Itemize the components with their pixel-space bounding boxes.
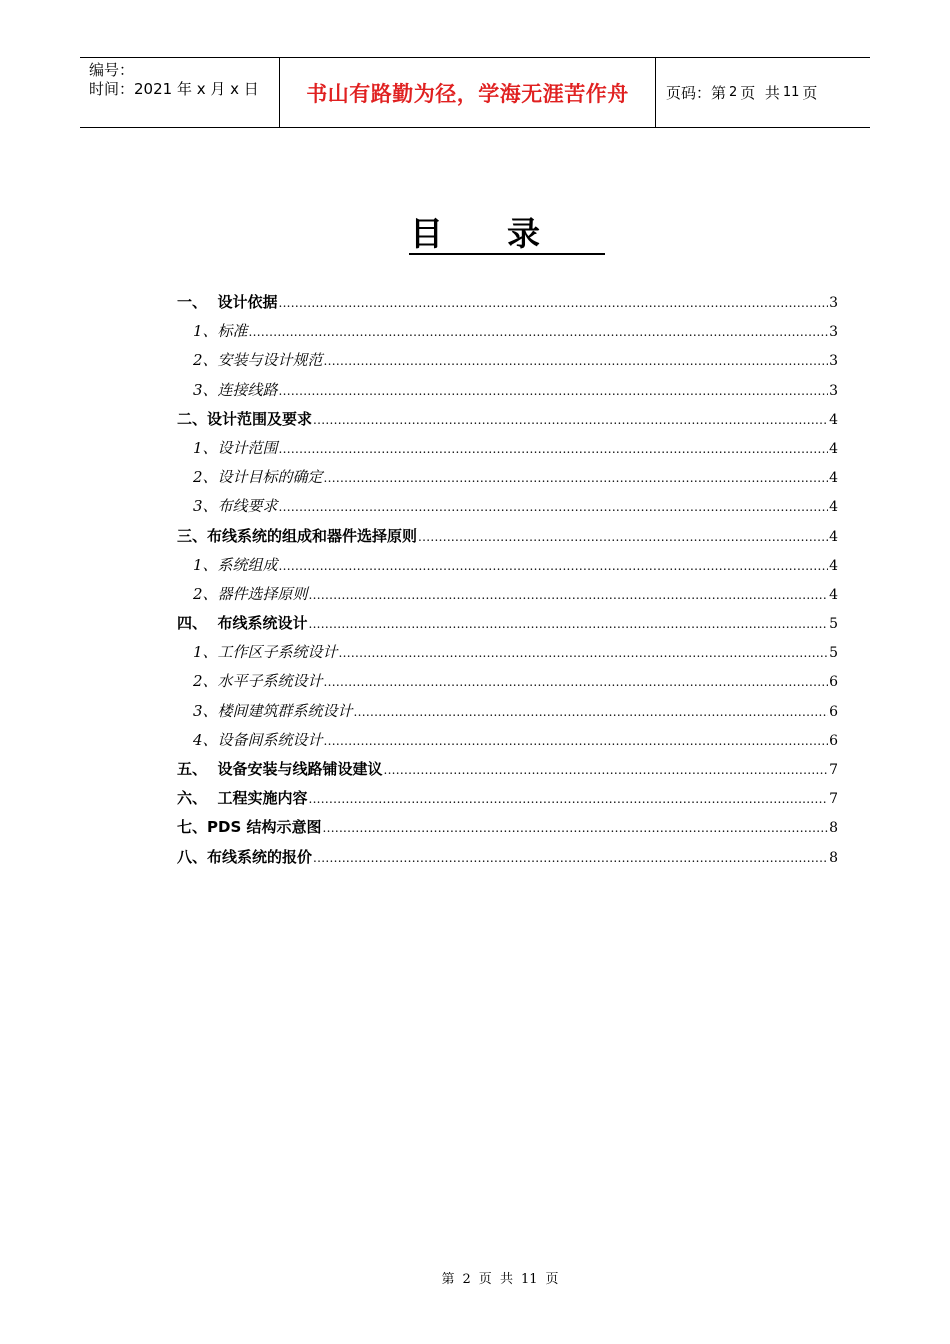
- toc-entry[interactable]: [177, 609, 838, 638]
- toc-entry-page: 5: [829, 645, 838, 662]
- toc-entry-leader: [279, 493, 829, 522]
- toc-entry-page: 4: [829, 411, 838, 428]
- toc-entry[interactable]: [177, 638, 838, 667]
- toc-entry-page: 7: [829, 762, 838, 778]
- toc-entry[interactable]: [177, 434, 838, 463]
- document-number-label: 编号：: [89, 61, 135, 79]
- toc-entry-page: 4: [829, 528, 838, 545]
- footer-prefix: 第: [441, 1272, 455, 1287]
- toc-entry-leader: [279, 552, 829, 581]
- toc-entry-label: 六、 工程实施内容: [177, 789, 308, 808]
- toc-entry-label: 3、连接线路: [193, 380, 278, 399]
- header-page-current: 2: [729, 85, 738, 100]
- toc-entry-leader: [309, 581, 829, 610]
- toc-entry-page: 6: [829, 732, 838, 749]
- toc-entry-page: 4: [829, 499, 838, 516]
- toc-entry[interactable]: [177, 697, 838, 726]
- header-meta: [80, 58, 280, 127]
- toc-entry-label: 八、布线系统的报价: [177, 847, 313, 866]
- toc-entry-page: 3: [829, 324, 838, 341]
- table-of-contents: [177, 288, 838, 872]
- toc-entry-leader: [339, 639, 829, 668]
- toc-entry[interactable]: [177, 784, 838, 813]
- footer-total: 11: [521, 1272, 538, 1287]
- toc-entry-leader: [418, 523, 828, 552]
- toc-entry[interactable]: [177, 843, 838, 872]
- toc-entry[interactable]: [177, 346, 838, 375]
- toc-entry-label: 2、水平子系统设计: [193, 672, 323, 691]
- toc-entry[interactable]: [177, 492, 838, 521]
- toc-entry-leader: [383, 756, 828, 785]
- toc-entry-page: 7: [829, 791, 838, 808]
- toc-entry-label: 1、设计范围: [193, 438, 278, 457]
- header-page-info: [656, 58, 870, 127]
- toc-entry-page: 4: [829, 470, 838, 487]
- toc-entry-leader: [324, 668, 829, 697]
- toc-entry-label: 3、布线要求: [193, 497, 278, 516]
- toc-entry-leader: [324, 347, 829, 376]
- toc-entry[interactable]: [177, 580, 838, 609]
- toc-entry[interactable]: [177, 551, 838, 580]
- toc-entry-leader: [324, 464, 829, 493]
- toc-entry[interactable]: [177, 755, 838, 784]
- footer-suffix: 页: [545, 1272, 559, 1287]
- toc-entry[interactable]: [177, 317, 838, 346]
- toc-entry-page: 6: [829, 674, 838, 691]
- toc-entry-leader: [279, 377, 829, 406]
- toc-entry-page: 3: [829, 295, 838, 311]
- toc-entry-label: 3、楼间建筑群系统设计: [193, 701, 353, 720]
- toc-entry-label: 1、系统组成: [193, 555, 278, 574]
- toc-entry-leader: [308, 610, 828, 639]
- toc-entry[interactable]: [177, 405, 838, 434]
- toc-entry-page: 4: [829, 586, 838, 603]
- footer-mid: 页 共: [478, 1272, 513, 1287]
- toc-entry-leader: [322, 814, 828, 843]
- page-header: [80, 57, 870, 128]
- toc-entry-leader: [308, 785, 828, 814]
- toc-entry[interactable]: [177, 376, 838, 405]
- toc-entry-leader: [354, 698, 829, 727]
- toc-entry-label: 1、工作区子系统设计: [193, 643, 338, 662]
- toc-entry-page: 5: [829, 616, 838, 633]
- toc-entry-page: 8: [829, 849, 838, 866]
- toc-entry-leader: [279, 435, 829, 464]
- header-page-total: 11: [782, 85, 800, 100]
- toc-entry-page: 4: [829, 557, 838, 574]
- toc-entry[interactable]: [177, 726, 838, 755]
- toc-entry[interactable]: [177, 667, 838, 696]
- toc-entry-leader: [249, 318, 829, 347]
- toc-entry-leader: [313, 844, 828, 873]
- toc-entry-leader: [324, 727, 829, 756]
- toc-entry-page: 8: [829, 820, 838, 837]
- page-footer: [0, 1268, 950, 1287]
- toc-entry[interactable]: [177, 813, 838, 842]
- toc-entry[interactable]: [177, 288, 838, 317]
- toc-entry-page: 3: [829, 353, 838, 370]
- toc-entry-label: 二、设计范围及要求: [177, 409, 313, 428]
- toc-entry-page: 3: [829, 382, 838, 399]
- toc-entry[interactable]: [177, 522, 838, 551]
- document-time-label: 时间：2021 年 x 月 x 日: [89, 80, 259, 98]
- toc-entry-page: 4: [829, 440, 838, 457]
- toc-entry-label: 2、安装与设计规范: [193, 351, 323, 370]
- toc-title-text: 目录: [410, 214, 604, 253]
- toc-entry-label: 2、设计目标的确定: [193, 468, 323, 487]
- toc-entry[interactable]: [177, 463, 838, 492]
- toc-entry-label: 2、器件选择原则: [193, 584, 308, 603]
- toc-entry-label: 一、 设计依据: [177, 293, 278, 311]
- toc-entry-label: 七、PDS 结构示意图: [177, 818, 322, 837]
- toc-title: [0, 212, 950, 256]
- header-page-mid: 页 共: [740, 84, 780, 102]
- header-page-prefix: 页码：第: [666, 84, 727, 102]
- header-motto: 书山有路勤为径，学海无涯苦作舟: [280, 58, 656, 127]
- toc-entry-label: 五、 设备安装与线路铺设建议: [177, 760, 383, 778]
- toc-entry-label: 1、标准: [193, 322, 248, 341]
- toc-entry-leader: [313, 406, 828, 435]
- footer-current: 2: [462, 1272, 471, 1287]
- toc-entry-page: 6: [829, 703, 838, 720]
- toc-entry-label: 4、设备间系统设计: [193, 730, 323, 749]
- toc-entry-label: 四、 布线系统设计: [177, 614, 308, 633]
- toc-entry-leader: [278, 289, 828, 318]
- toc-entry-label: 三、布线系统的组成和器件选择原则: [177, 526, 418, 545]
- header-page-suffix: 页: [802, 84, 818, 102]
